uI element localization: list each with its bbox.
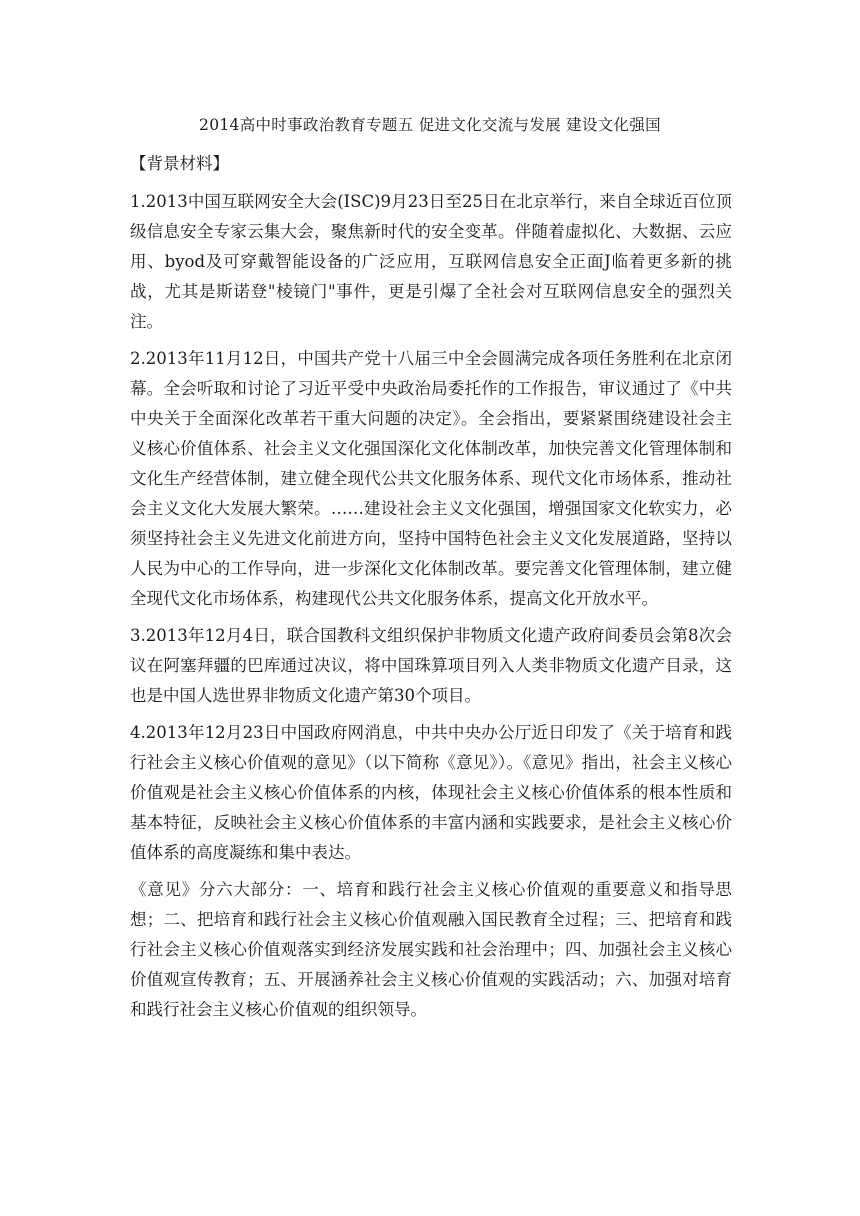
paragraph-3: 3.2013年12月4日，联合国教科文组织保护非物质文化遗产政府间委员会第8次会议在阿塞拜疆的巴库通过决议，将中国珠算项目列入人类非物质文化遗产目录，这也是中国人选世界非物质文化遗产第30个项目。 — [130, 626, 732, 705]
document-body — [130, 149, 732, 1032]
paragraph-5: 《意见》分六大部分：一、培育和践行社会主义核心价值观的重要意义和指导思想；二、把培育和践行社会主义核心价值观融入国民教育全过程；三、把培育和践行社会主义核心价值观落实到经济发展实践和社会治理中；四、加强社会主义核心价值观宣传教育；五、开展涵养社会主义核心价值观的实践活动；六、加强对培育和践行社会主义核心价值观的组织领导。 — [130, 880, 732, 1019]
paragraph-4: 4.2013年12月23日中国政府网消息，中共中央办公厅近日印发了《关于培育和践行社会主义核心价值观的意见》（以下简称《意见》）。《意见》指出，社会主义核心价值观是社会主义核心价值体系的内核，体现社会主义核心价值体系的根本性质和基本特征，反映社会主义核心价值体系的丰富内涵和实践要求，是社会主义核心价值体系的高度凝练和集中表达。 — [130, 723, 732, 862]
paragraph-1: 1.2013中国互联网安全大会(ISC)9月23日至25日在北京举行，来自全球近百位顶级信息安全专家云集大会，聚焦新时代的安全变革。伴随着虚拟化、大数据、云应用、byod及可穿戴智能设备的广泛应用，互联网信息安全正面J临着更多新的挑战，尤其是斯诺登"棱镜门"事件，更是引爆了全社会对互联网信息安全的强烈关注。 — [130, 192, 732, 331]
paragraph-2: 2.2013年11月12日，中国共产党十八届三中全会圆满完成各项任务胜利在北京闭幕。全会听取和讨论了习近平受中央政治局委托作的工作报告，审议通过了《中共中央关于全面深化改革若干重大问题的决定》。全会指出，要紧紧围绕建设社会主义核心价值体系、社会主义文化强国深化文化体制改革，加快完善文化管理体制和文化生产经营体制，建立健全现代公共文化服务体系、现代文化市场体系，推动社会主义文化大发展大繁荣。……建设社会主义文化强国，增强国家文化软实力，必须坚持社会主义先进文化前进方向，坚持中国特色社会主义文化发展道路，坚持以人民为中心的工作导向，进一步深化文化体制改革。要完善文化管理体制，建立健全现代文化市场体系，构建现代公共文化服务体系，提高文化开放水平。 — [130, 349, 732, 608]
section-heading: 【背景材料】 — [130, 154, 229, 173]
document-title: 2014高中时事政治教育专题五 促进文化交流与发展 建设文化强国 — [199, 116, 661, 134]
